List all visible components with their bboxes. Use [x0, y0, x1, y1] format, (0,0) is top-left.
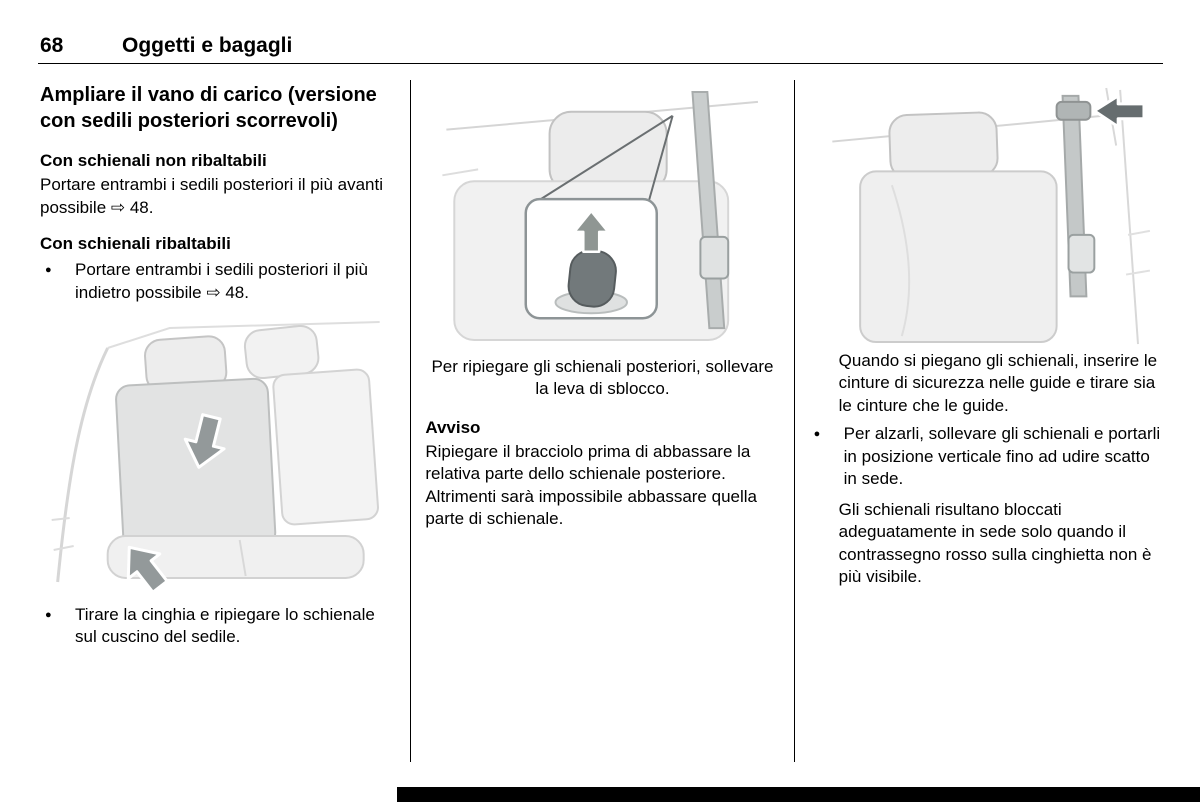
column-right [795, 80, 1163, 764]
column-left [40, 80, 410, 764]
list-item-text: ● Portare entrambi i sedili posteriori il più indietro possibile ⇨ 48. [75, 260, 368, 302]
belt-guide-illustration [809, 86, 1163, 346]
belt-guide-drawing [809, 86, 1163, 346]
column-middle [411, 80, 793, 764]
page-header [40, 34, 1162, 58]
three-column-layout [40, 80, 1163, 764]
rear-seats-fold-drawing [40, 320, 394, 592]
figure-caption: Per ripiegare gli schienali posteriori, sollevare la leva di sblocco. [431, 357, 774, 399]
list-item [40, 604, 394, 649]
chapter-title: Oggetti e bagagli [122, 34, 293, 57]
release-lever-illustration [425, 86, 779, 346]
scan-artifact-bar [397, 787, 1200, 802]
list-item [40, 259, 394, 304]
list-item-text: ● Per alzarli, sollevare gli schienali e portarli in posizione verticale fino ad udire scatto in sede. [843, 424, 1161, 489]
paragraph-belt-guides: Quando si piegano gli schienali, inserire le cinture di sicurezza nelle guide e tirare sia le cinture che le guide. [838, 351, 1158, 415]
section-heading: Ampliare il vano di carico (versione con sedili posteriori scorrevoli) [40, 84, 377, 132]
notice-text: Ripiegare il bracciolo prima di abbassare la relativa parte dello schienale posteriore. Altrimenti sarà impossibile abbassare quella parte di schienale. [425, 441, 757, 529]
subheading-non-ribaltabili: Con schienali non ribaltabili [40, 151, 267, 170]
notice-block [425, 417, 779, 531]
release-lever-drawing [425, 86, 779, 346]
paragraph-lock-indicator: Gli schienali risultano bloccati adeguatamente in sede solo quando il contrassegno rosso sulla cinghietta non è più visibile. [838, 499, 1152, 586]
rear-seats-fold-illustration [40, 320, 394, 592]
page-number: 68 [40, 34, 64, 57]
list-item [809, 423, 1163, 490]
notice-title: Avviso [425, 417, 481, 437]
belt-into-guide-arrow-icon [1094, 96, 1144, 127]
list-item-text: ● Tirare la cinghia e ripiegare lo schienale sul cuscino del sedile. [75, 604, 375, 647]
paragraph-non-ribaltabili: Portare entrambi i sedili posteriori il più avanti possibile ⇨ 48. [40, 175, 383, 217]
header-rule [38, 63, 1163, 64]
subheading-ribaltabili: Con schienali ribaltabili [40, 233, 231, 253]
